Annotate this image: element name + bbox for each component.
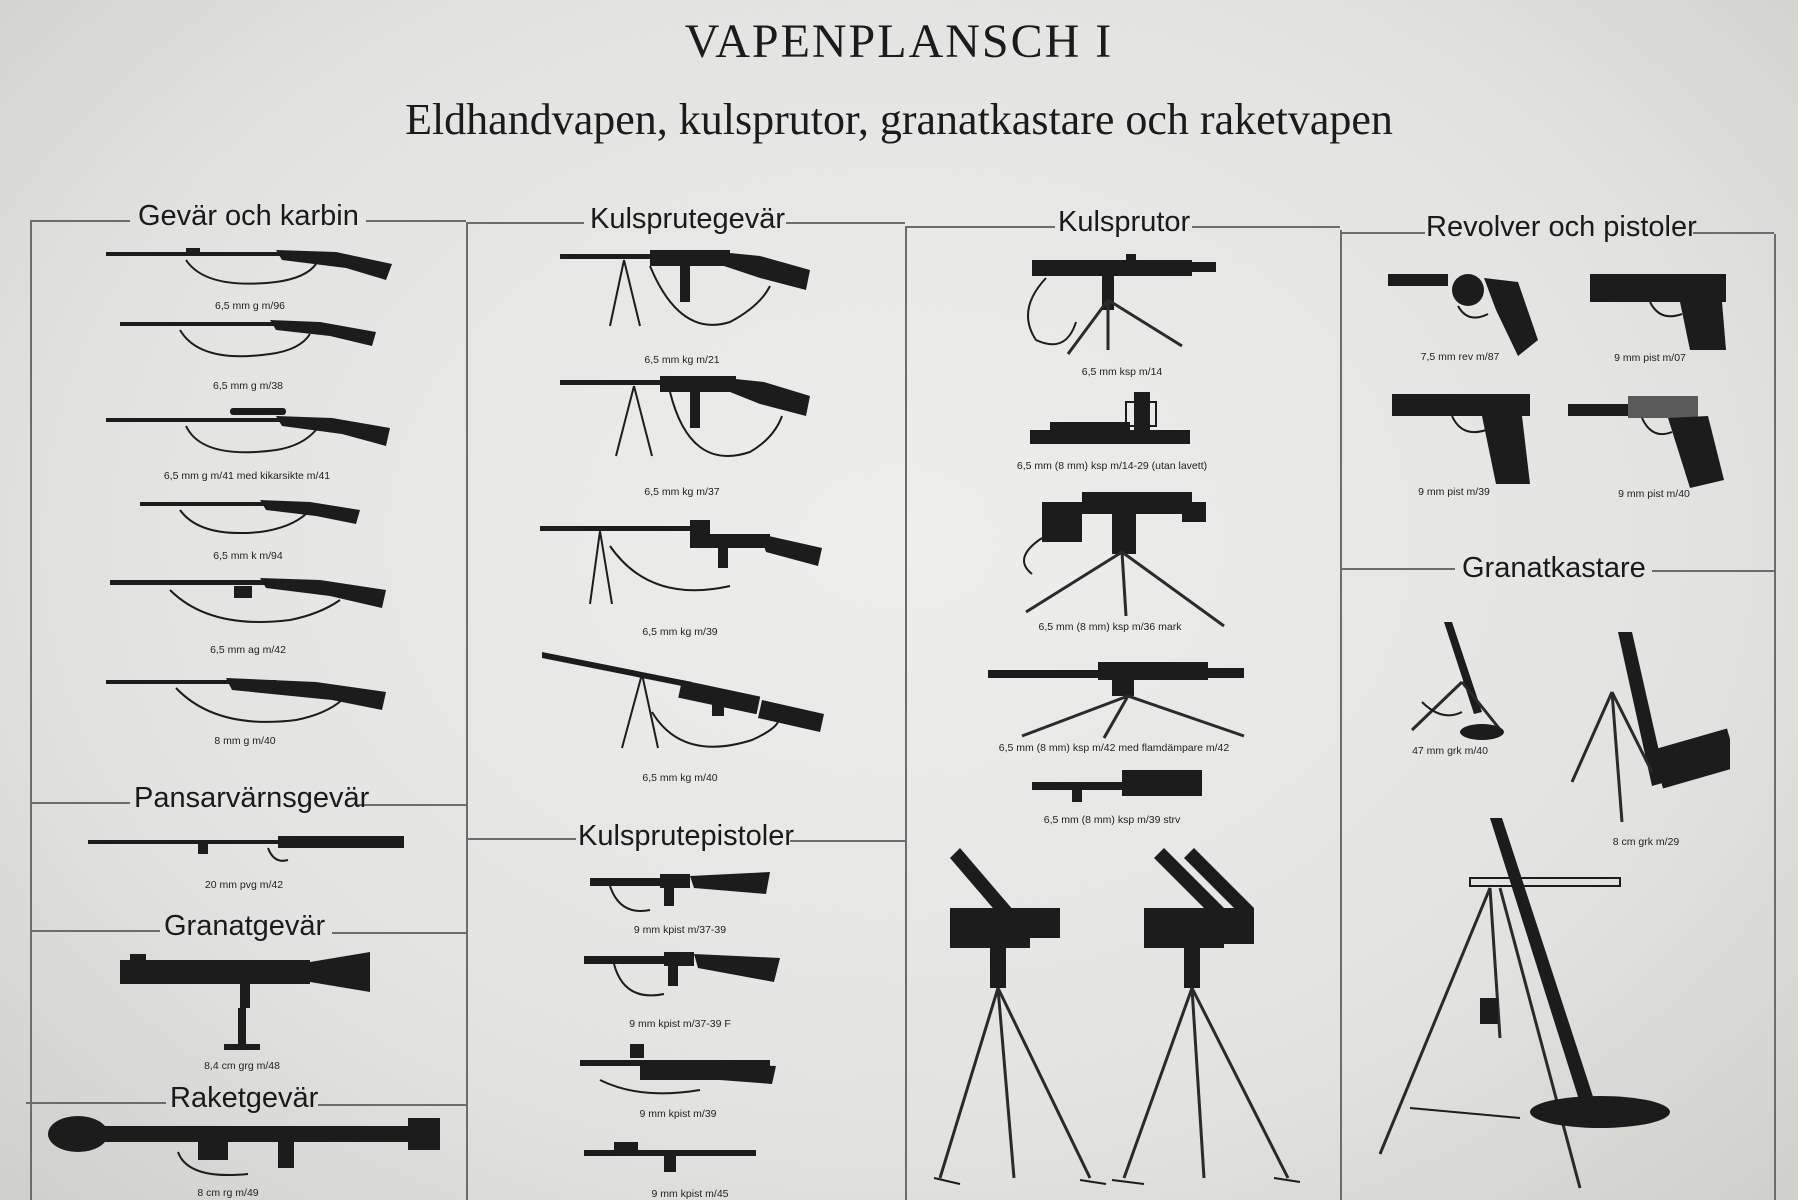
caption-grk40: 47 mm grk m/40: [1412, 745, 1488, 757]
frame-line: [30, 930, 160, 932]
frame-line: [466, 222, 584, 224]
frame-line: [1693, 232, 1774, 234]
caption-g41: 6,5 mm g m/41 med kikarsikte m/41: [163, 470, 331, 482]
machine-gun-icon: [1016, 250, 1232, 360]
section-heading-granatgevar: Granatgevär: [164, 910, 326, 942]
caption-kpist45: 9 mm kpist m/45: [651, 1188, 729, 1200]
frame-line: [786, 222, 905, 224]
caption-kpist3739f: 9 mm kpist m/37-39 F: [629, 1018, 731, 1030]
caption-pist07: 9 mm pist m/07: [1614, 352, 1686, 364]
rifle-icon: [106, 674, 386, 734]
caption-ksp14: 6,5 mm ksp m/14: [1081, 366, 1163, 378]
frame-line: [366, 220, 466, 222]
plate-title: VAPENPLANSCH I: [684, 15, 1114, 68]
rocket-launcher-icon: [48, 1112, 440, 1182]
light-machine-gun-icon: [560, 372, 810, 476]
caption-grk29: 8 cm grk m/29: [1612, 836, 1680, 848]
frame-line: [466, 222, 468, 1200]
caption-grg48: 8,4 cm grg m/48: [204, 1060, 280, 1072]
rifle-icon: [110, 570, 386, 634]
section-heading-gevar: Gevär och karbin: [138, 200, 359, 232]
plate-subtitle: Eldhandvapen, kulsprutor, granatkastare och raketvapen: [405, 95, 1393, 144]
machine-gun-icon: [1030, 392, 1190, 458]
caption-ksp36: 6,5 mm (8 mm) ksp m/36 mark: [1038, 621, 1182, 633]
pistol-icon: [1590, 274, 1726, 350]
rifle-icon: [120, 316, 376, 368]
caption-kg39: 6,5 mm kg m/39: [642, 626, 718, 638]
caption-kg21: 6,5 mm kg m/21: [644, 354, 720, 366]
caption-ksp42: 6,5 mm (8 mm) ksp m/42 med flamdämpare m/42: [998, 742, 1230, 754]
machine-gun-icon: [988, 656, 1248, 742]
frame-line: [26, 1102, 166, 1104]
section-heading-revolver: Revolver och pistoler: [1426, 211, 1697, 243]
section-heading-kulsprutepistoler: Kulsprutepistoler: [578, 820, 794, 852]
mortar-icon: [1562, 632, 1730, 822]
frame-line: [1340, 230, 1342, 1200]
caption-kg40: 6,5 mm kg m/40: [642, 772, 718, 784]
frame-line: [358, 804, 466, 806]
frame-line: [905, 226, 907, 1200]
caption-pist40: 9 mm pist m/40: [1618, 488, 1690, 500]
machine-gun-icon: [1002, 482, 1232, 628]
anti-aircraft-mount-icon: [930, 848, 1114, 1188]
submachine-gun-icon: [584, 948, 780, 1004]
section-heading-raketgevar: Raketgevär: [170, 1082, 319, 1114]
light-machine-gun-icon: [542, 652, 824, 762]
frame-line: [1774, 234, 1776, 1200]
rifle-icon: [106, 404, 390, 462]
caption-ksp39: 6,5 mm (8 mm) ksp m/39 strv: [1043, 814, 1181, 826]
frame-line: [332, 932, 466, 934]
frame-line: [30, 220, 32, 1200]
recoilless-rifle-icon: [120, 952, 370, 1052]
machine-gun-icon: [1032, 766, 1208, 806]
frame-line: [905, 226, 1055, 228]
section-heading-pansarvarnsgevar: Pansarvärnsgevär: [134, 782, 370, 814]
revolver-icon: [1388, 270, 1538, 356]
caption-kg37: 6,5 mm kg m/37: [644, 486, 720, 498]
section-heading-kulsprutor: Kulsprutor: [1058, 206, 1191, 238]
submachine-gun-icon: [580, 1040, 776, 1100]
section-heading-kulsprutegevar: Kulsprutegevär: [590, 203, 786, 235]
caption-rg49: 8 cm rg m/49: [197, 1187, 259, 1199]
frame-line: [1652, 570, 1774, 572]
caption-ksp1429: 6,5 mm (8 mm) ksp m/14-29 (utan lavett): [1016, 460, 1208, 472]
frame-line: [30, 220, 130, 222]
frame-line: [30, 802, 130, 804]
caption-kpist3739: 9 mm kpist m/37-39: [633, 924, 727, 936]
caption-ag42: 6,5 mm ag m/42: [210, 644, 286, 656]
pistol-icon: [1568, 396, 1724, 488]
frame-line: [466, 838, 576, 840]
anti-tank-rifle-icon: [88, 832, 404, 866]
caption-g38: 6,5 mm g m/38: [212, 380, 284, 392]
section-heading-granatkastare: Granatkastare: [1462, 552, 1646, 584]
mortar-icon: [1402, 622, 1514, 742]
caption-k94: 6,5 mm k m/94: [213, 550, 283, 562]
submachine-gun-icon: [584, 1140, 756, 1174]
pistol-icon: [1392, 394, 1530, 484]
caption-pist39: 9 mm pist m/39: [1418, 486, 1490, 498]
frame-line: [790, 840, 905, 842]
caption-pvg42: 20 mm pvg m/42: [204, 879, 284, 891]
frame-line: [1192, 226, 1340, 228]
frame-line: [1340, 232, 1425, 234]
rifle-icon: [106, 246, 392, 296]
rifle-icon: [140, 496, 360, 544]
anti-aircraft-mount-icon: [1104, 848, 1304, 1188]
frame-line: [1340, 568, 1455, 570]
light-machine-gun-icon: [540, 516, 822, 612]
light-machine-gun-icon: [560, 246, 810, 346]
submachine-gun-icon: [590, 868, 770, 918]
caption-kpist39: 9 mm kpist m/39: [639, 1108, 717, 1120]
caption-g40: 8 mm g m/40: [214, 735, 276, 747]
frame-line: [318, 1104, 466, 1106]
caption-rev87: 7,5 mm rev m/87: [1420, 351, 1500, 363]
mortar-icon: [1370, 818, 1672, 1192]
caption-g96: 6,5 mm g m/96: [214, 300, 286, 312]
